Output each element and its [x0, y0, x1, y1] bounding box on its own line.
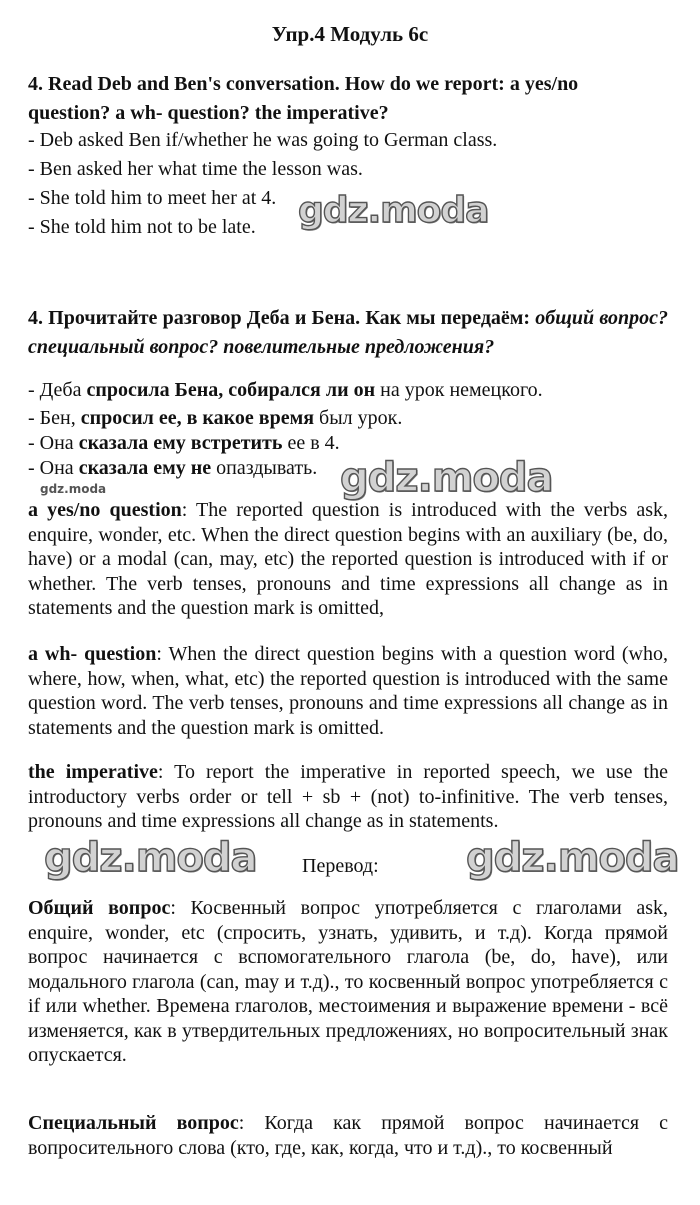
- rule-imperative-term: the imperative: [28, 761, 158, 783]
- watermark-logo-3: gdz.moda: [44, 835, 257, 881]
- russian-line-3-start: - Она: [28, 432, 79, 454]
- russian-line-2-end: был урок.: [314, 407, 403, 429]
- russian-line-4-end: опаздывать.: [211, 457, 318, 479]
- watermark-logo-2: gdz.moda: [340, 455, 553, 501]
- watermark-logo-1: gdz.moda: [298, 190, 489, 231]
- russian-line-1: [28, 376, 543, 405]
- rule-imperative-text: : To report the imperative in reported speech, we use the introductory verbs order or tell + sb + (not) to-infinitive. The verb tenses, pronouns and time expressions all change as in statements.: [28, 761, 668, 832]
- russian-line-3-bold: сказала ему встретить: [78, 432, 283, 454]
- rule-yes-no-text: : The reported question is introduced with the verbs ask, enquire, wonder, etc. When the direct question begins with an auxiliary (be, do, have) or a modal (can, may, etc) the reported question is introduced with if or whether. The verb tenses, pronouns and time expressions all change as in statements and the question mark is omitted,: [28, 499, 668, 619]
- translation-special-text: : Когда как прямой вопрос начинается с вопросительного слова (кто, где, как, когда, что и т.д)., то косвенный: [28, 1112, 669, 1159]
- page-title: Упр.4 Модуль 6с: [271, 22, 429, 46]
- russian-line-2-start: - Бен,: [28, 407, 81, 429]
- russian-line-1-end: на урок немецкого.: [375, 379, 543, 401]
- rule-imperative: [28, 760, 668, 834]
- rule-wh-term: a wh- question: [28, 643, 157, 665]
- english-line-3: - She told him to meet her at 4.: [28, 187, 277, 209]
- rule-wh-question: [28, 642, 668, 740]
- translation-general-term: Общий вопрос: [28, 897, 171, 919]
- english-line-2: - Ben asked her what time the lesson was.: [28, 158, 363, 180]
- rule-wh-text: : When the direct question begins with a question word (who, where, how, when, what, etc) the reported question is introduced with the same question word. The verb tenses, pronouns and time expressions all change as in statements and the question mark is omitted.: [28, 643, 668, 739]
- russian-heading-italic: общий вопрос? специальный вопрос? повелительные предложения?: [28, 307, 668, 358]
- russian-line-1-start: - Деба: [28, 379, 87, 401]
- russian-heading-plain: 4. Прочитайте разговор Деба и Бена. Как мы передаём:: [28, 307, 536, 329]
- translation-special-question: [28, 1111, 668, 1160]
- watermark-logo-4: gdz.moda: [466, 835, 679, 881]
- rule-yes-no-term: a yes/no question: [28, 499, 182, 521]
- russian-line-3-end: ее в 4.: [282, 432, 340, 454]
- russian-line-2-bold: спросил ее, в какое время: [80, 407, 315, 429]
- english-line-4: - She told him not to be late.: [28, 216, 256, 238]
- watermark-small: gdz.moda: [40, 482, 107, 496]
- english-task-heading: 4. Read Deb and Ben's conversation. How do we report: a yes/no question? a wh- question? the imperative?: [28, 73, 579, 124]
- translation-general-text: : Косвенный вопрос употребляется с глаголами ask, enquire, wonder, etc (спросить, узнать, удивить, и т.д). Когда прямой вопрос начинается с вспомогательного глагола (be, do, have), или модального глагола (can, may и т.д)., то косвенный вопрос употребляется с if или whether. Времена глаголов, местоимения и выражение времени - всё изменяется, как в утвердительных предложениях, но вопросительный знак опускается.: [28, 897, 668, 1066]
- russian-line-4: [28, 454, 317, 483]
- english-line-1: - Deb asked Ben if/whether he was going to German class.: [28, 129, 498, 151]
- russian-task-heading: [28, 304, 668, 362]
- russian-line-1-bold: спросила Бена, собирался ли он: [86, 379, 376, 401]
- translation-general-question: [28, 896, 668, 1068]
- translation-label: Перевод:: [302, 855, 379, 877]
- russian-line-4-bold: сказала ему не: [78, 457, 212, 479]
- translation-special-term: Специальный вопрос: [28, 1112, 239, 1134]
- rule-yes-no-question: [28, 498, 668, 621]
- russian-line-4-start: - Она: [28, 457, 79, 479]
